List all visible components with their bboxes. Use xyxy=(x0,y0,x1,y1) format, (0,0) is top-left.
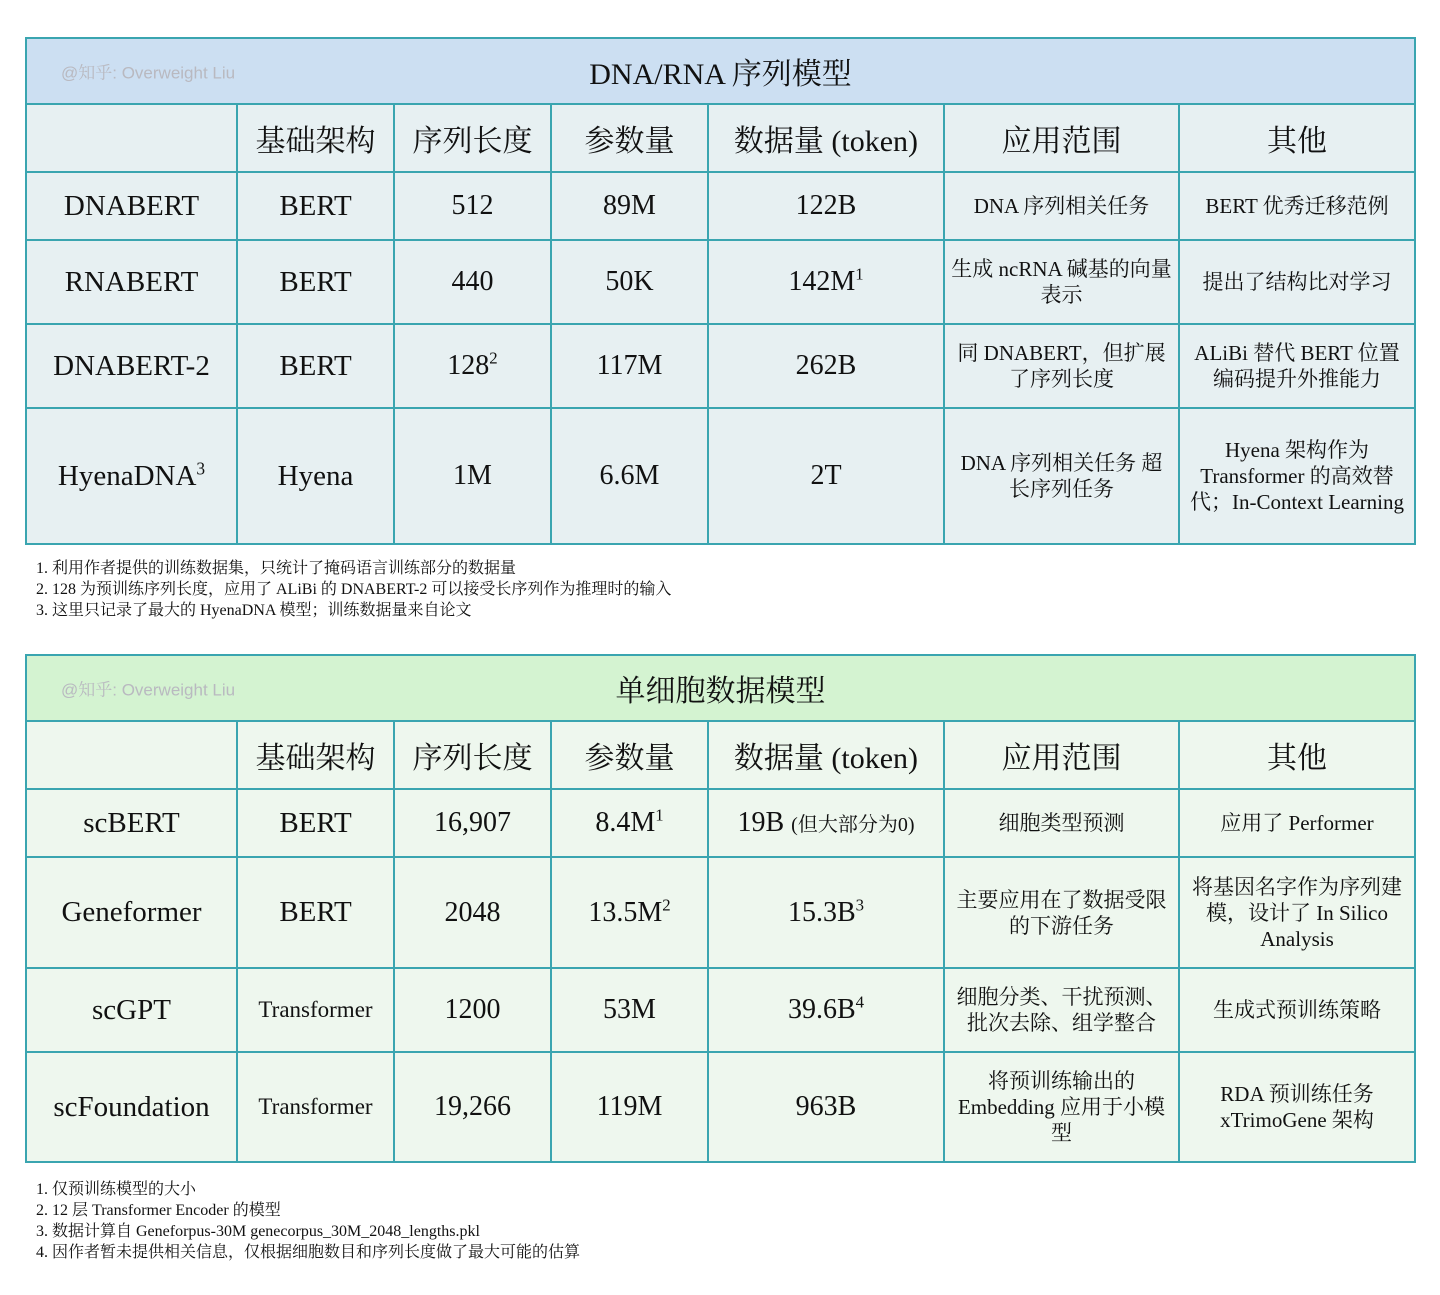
params: 119M xyxy=(551,1052,708,1162)
seq-length: 512 xyxy=(394,172,551,240)
table-row xyxy=(26,408,1415,544)
seq-length: 1M xyxy=(394,408,551,544)
other: 提出了结构比对学习 xyxy=(1179,240,1415,324)
architecture: Transformer xyxy=(237,968,394,1052)
model-name: Geneformer xyxy=(26,857,237,968)
params: $8.4M^1$ xyxy=(551,789,708,857)
data-amount: $15.3B^3$ xyxy=(708,857,944,968)
table-title xyxy=(26,38,1415,104)
column-header-architecture: 基础架构 xyxy=(237,104,394,172)
params: 50K xyxy=(551,240,708,324)
params: 117M xyxy=(551,324,708,408)
data-amount: 19B (但大部分为0) xyxy=(708,789,944,857)
application: 生成 ncRNA 碱基的向量表示 xyxy=(944,240,1179,324)
watermark: @知乎: Overweight Liu xyxy=(61,63,236,83)
other: 应用了 Performer xyxy=(1179,789,1415,857)
column-header-params: 参数量 xyxy=(551,104,708,172)
column-header-application: 应用范围 xyxy=(944,104,1179,172)
footnotes-table2 xyxy=(36,1179,580,1263)
footnote-ref: 1 xyxy=(855,264,864,284)
seq-length: 19,266 xyxy=(394,1052,551,1162)
column-header-data: 数据量 (token) xyxy=(708,721,944,789)
footnote: 1. 利用作者提供的训练数据集，只统计了掩码语言训练部分的数据量 xyxy=(36,560,517,577)
model-name: DNABERT-2 xyxy=(26,324,237,408)
other: Hyena 架构作为 Transformer 的高效替代；In-Context Learning xyxy=(1179,408,1415,544)
column-header-other: 其他 xyxy=(1179,721,1415,789)
model-name: DNABERT xyxy=(26,172,237,240)
data-amount: 963B xyxy=(708,1052,944,1162)
application: 将预训练输出的 Embedding 应用于小模型 xyxy=(944,1052,1179,1162)
footnote: 2. 12 层 Transformer Encoder 的模型 xyxy=(36,1202,281,1219)
data-amount: 2T xyxy=(708,408,944,544)
data-amount: 122B xyxy=(708,172,944,240)
params: 6.6M xyxy=(551,408,708,544)
footnote-ref: 3 xyxy=(855,895,865,915)
seq-length: 1200 xyxy=(394,968,551,1052)
footnote: 3. 数据计算自 Geneforpus-30M genecorpus_30M_2048_lengths.pkl xyxy=(36,1223,480,1240)
architecture: BERT xyxy=(237,857,394,968)
data-amount: $142M^1$ xyxy=(708,240,944,324)
data-note: (但大部分为0) xyxy=(791,814,915,836)
table-row xyxy=(26,240,1415,324)
column-header-seq-length: 序列长度 xyxy=(394,721,551,789)
footnote: 4. 因作者暂未提供相关信息，仅根据细胞数目和序列长度做了最大可能的估算 xyxy=(36,1244,581,1261)
footnotes-table1 xyxy=(36,558,671,621)
model-name: HyenaDNA$^3$ xyxy=(26,408,237,544)
column-header-application: 应用范围 xyxy=(944,721,1179,789)
column-header-data: 数据量 (token) xyxy=(708,104,944,172)
architecture: BERT xyxy=(237,789,394,857)
table-row xyxy=(26,968,1415,1052)
footnote: 3. 这里只记录了最大的 HyenaDNA 模型；训练数据量来自论文 xyxy=(36,602,472,619)
footnote: 1. 仅预训练模型的大小 xyxy=(36,1181,197,1198)
model-name: scBERT xyxy=(26,789,237,857)
seq-length: $128^2$ xyxy=(394,324,551,408)
table-row xyxy=(26,789,1415,857)
table-title-text: DNA/RNA 序列模型 xyxy=(589,58,852,91)
other: 生成式预训练策略 xyxy=(1179,968,1415,1052)
architecture: Transformer xyxy=(237,1052,394,1162)
footnote-ref: 2 xyxy=(662,895,671,915)
column-header-seq-length: 序列长度 xyxy=(394,104,551,172)
footnote-ref: 4 xyxy=(855,992,865,1012)
seq-length: 16,907 xyxy=(394,789,551,857)
footnote-ref: 1 xyxy=(655,805,664,825)
architecture: BERT xyxy=(237,324,394,408)
table-row xyxy=(26,857,1415,968)
dna-rna-models-table xyxy=(25,37,1416,545)
column-header-empty xyxy=(26,721,237,789)
table-row xyxy=(26,1052,1415,1162)
application: 主要应用在了数据受限的下游任务 xyxy=(944,857,1179,968)
model-name: scGPT xyxy=(26,968,237,1052)
seq-length: 2048 xyxy=(394,857,551,968)
column-header-params: 参数量 xyxy=(551,721,708,789)
data-amount: $39.6B^4$ xyxy=(708,968,944,1052)
column-header-architecture: 基础架构 xyxy=(237,721,394,789)
table-title-text: 单细胞数据模型 xyxy=(615,675,826,708)
other: RDA 预训练任务 xTrimoGene 架构 xyxy=(1179,1052,1415,1162)
application: 细胞类型预测 xyxy=(944,789,1179,857)
table-row xyxy=(26,324,1415,408)
params: 53M xyxy=(551,968,708,1052)
model-name: scFoundation xyxy=(26,1052,237,1162)
footnote: 2. 128 为预训练序列长度，应用了 ALiBi 的 DNABERT-2 可以接受长序列作为推理时的输入 xyxy=(36,581,672,598)
single-cell-models-table xyxy=(25,654,1416,1163)
table-title xyxy=(26,655,1415,721)
application: DNA 序列相关任务 xyxy=(944,172,1179,240)
seq-length: 440 xyxy=(394,240,551,324)
column-header-empty xyxy=(26,104,237,172)
architecture: Hyena xyxy=(237,408,394,544)
application: 细胞分类、干扰预测、批次去除、组学整合 xyxy=(944,968,1179,1052)
footnote-ref: 3 xyxy=(196,457,206,478)
other: 将基因名字作为序列建模，设计了 In Silico Analysis xyxy=(1179,857,1415,968)
application: 同 DNABERT，但扩展了序列长度 xyxy=(944,324,1179,408)
application: DNA 序列相关任务 超长序列任务 xyxy=(944,408,1179,544)
other: ALiBi 替代 BERT 位置编码提升外推能力 xyxy=(1179,324,1415,408)
architecture: BERT xyxy=(237,172,394,240)
watermark: @知乎: Overweight Liu xyxy=(61,680,236,700)
table-row xyxy=(26,172,1415,240)
footnote-ref: 2 xyxy=(489,348,498,368)
architecture: BERT xyxy=(237,240,394,324)
column-header-other: 其他 xyxy=(1179,104,1415,172)
data-amount: 262B xyxy=(708,324,944,408)
params: 89M xyxy=(551,172,708,240)
params: $13.5M^2$ xyxy=(551,857,708,968)
model-name: RNABERT xyxy=(26,240,237,324)
other: BERT 优秀迁移范例 xyxy=(1179,172,1415,240)
